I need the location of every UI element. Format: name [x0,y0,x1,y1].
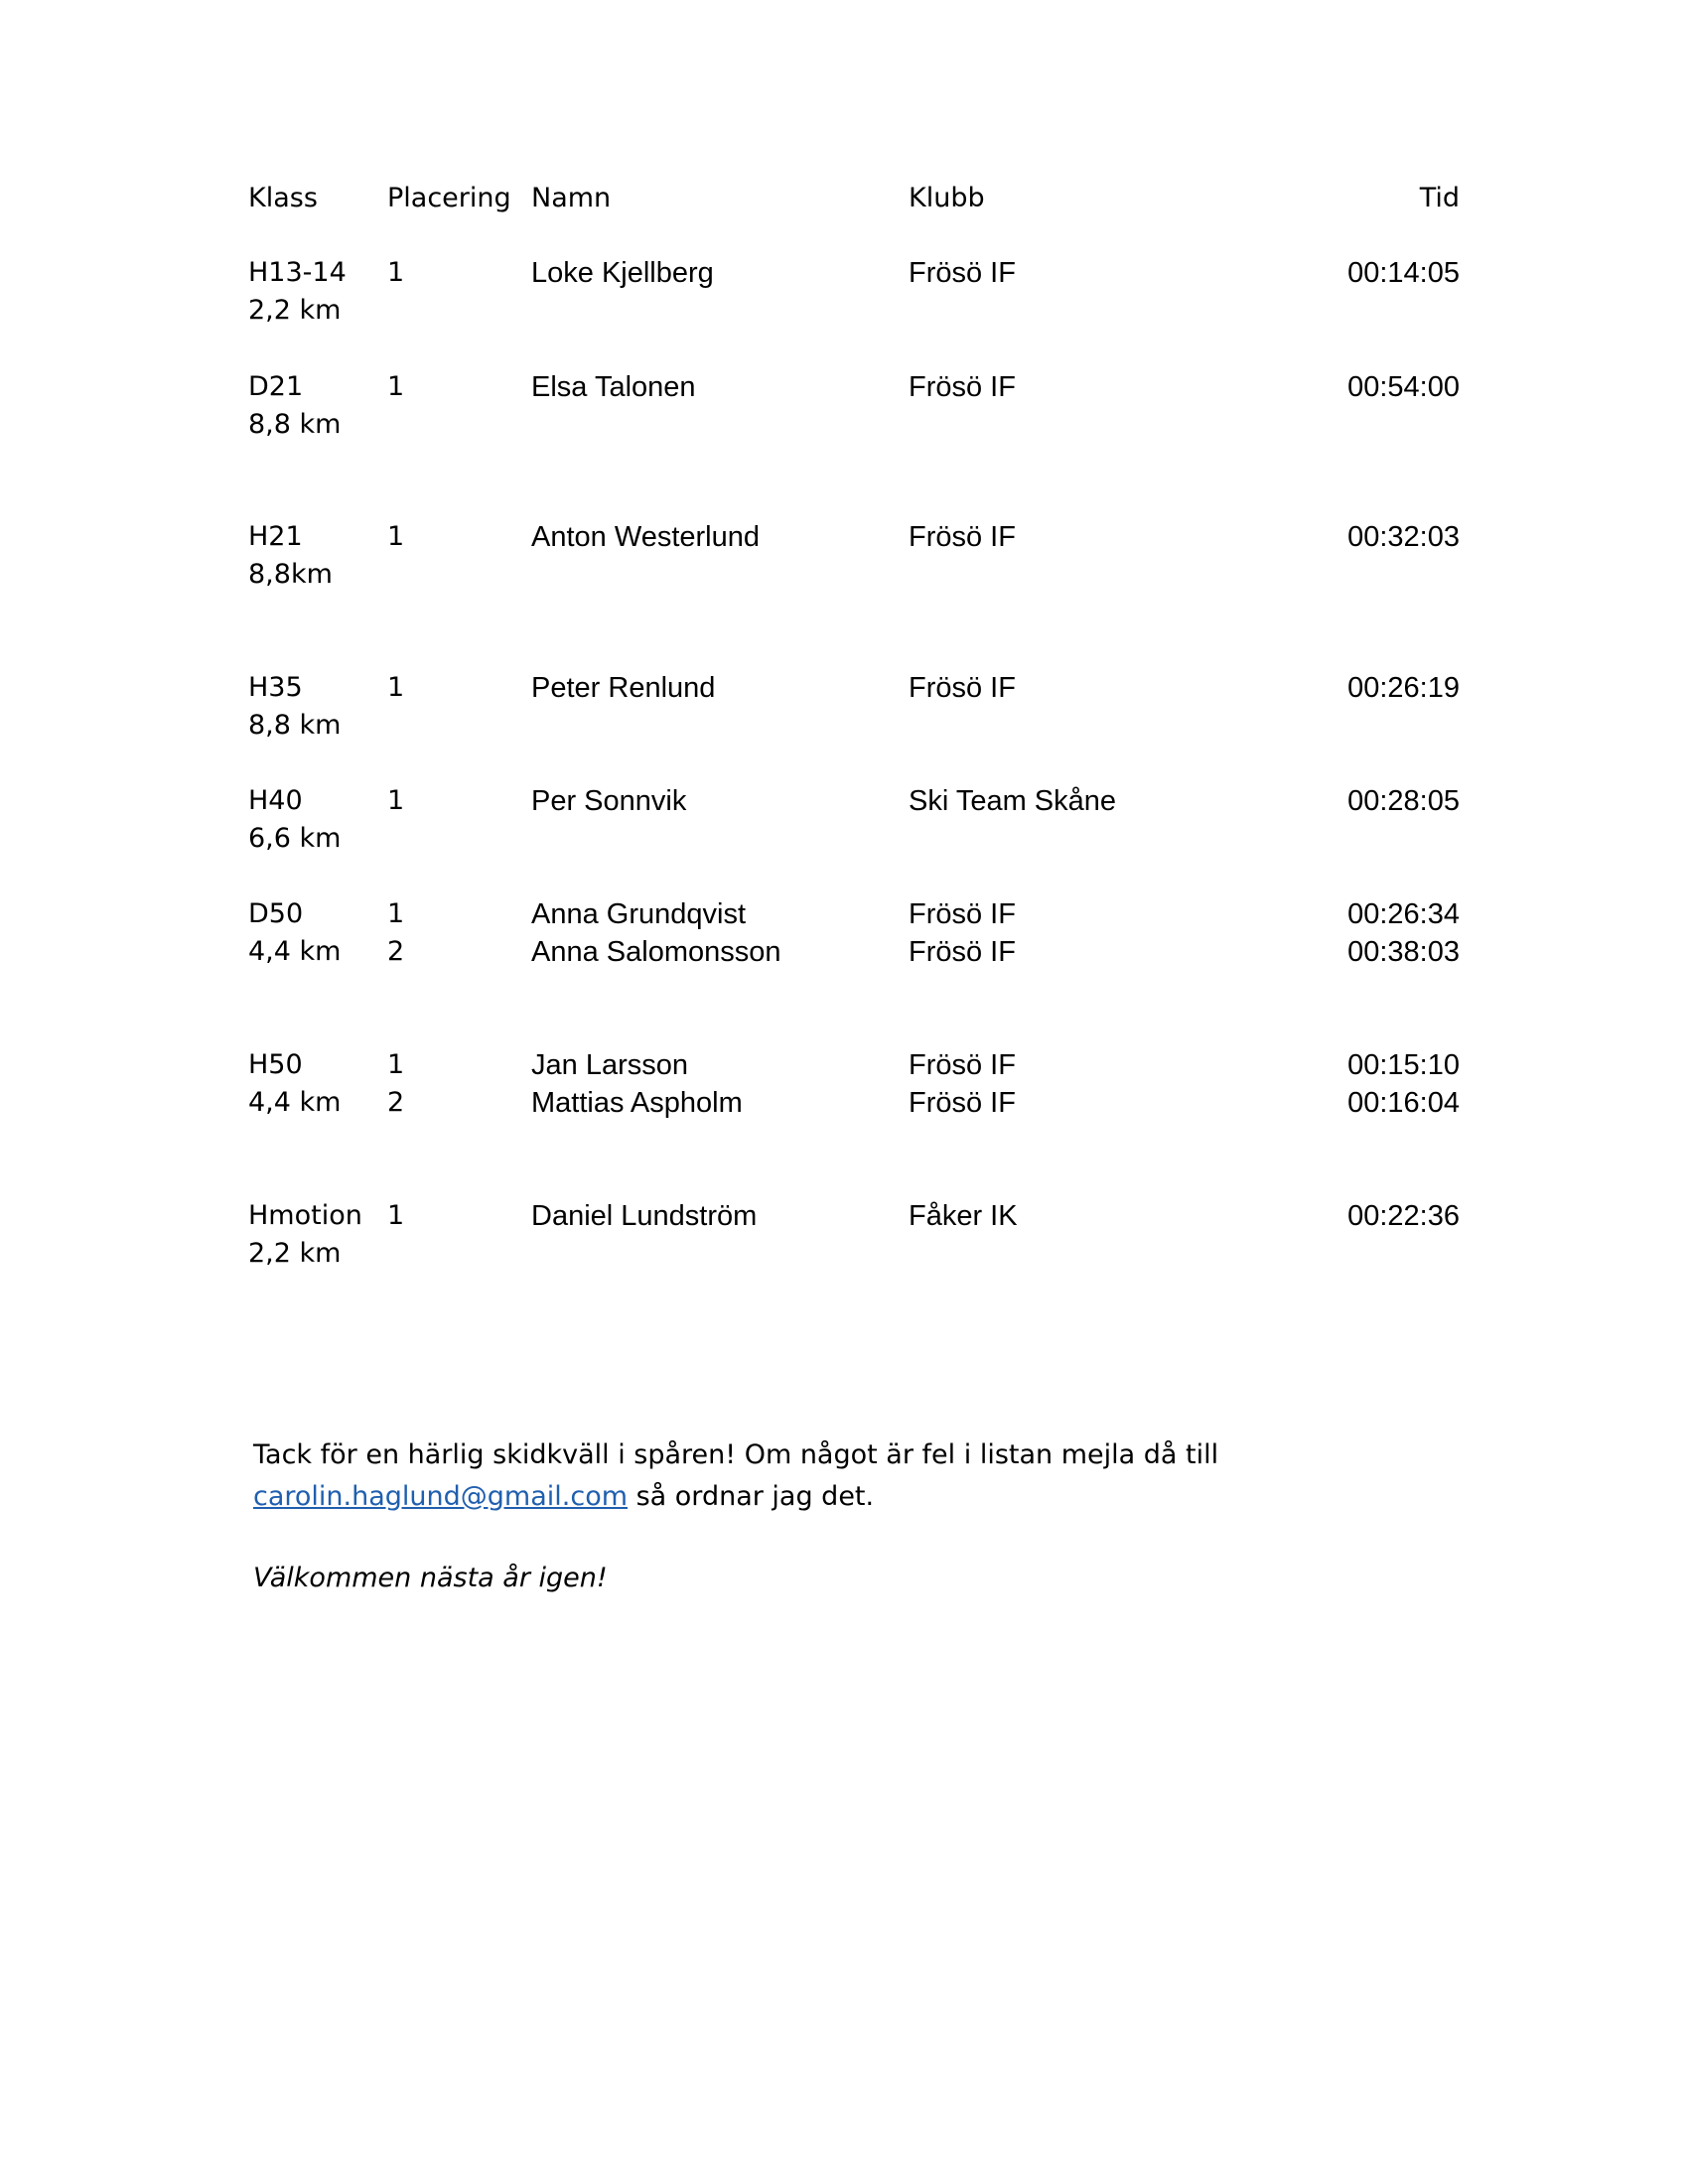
class-distance: 4,4 km [248,1087,342,1118]
klubb-cell: Frösö IF [909,371,1016,403]
klubb-cell: Frösö IF [909,672,1016,704]
footer-note [253,1434,1345,1599]
placering-cell: 1 [387,898,405,929]
email-link[interactable]: carolin.haglund@gmail.com [253,1481,629,1512]
namn-cell: Elsa Talonen [531,371,696,403]
klubb-cell: Frösö IF [909,936,1016,968]
class-name: H13-14 [248,257,347,288]
tid-cell: 00:26:34 [1347,898,1460,930]
namn-cell: Mattias Aspholm [531,1087,743,1119]
tid-cell: 00:32:03 [1347,521,1460,553]
tid-cell: 00:26:19 [1347,672,1460,704]
result-group-hmotion [248,1197,1460,1269]
class-distance: 8,8 km [248,409,342,440]
table-row [248,933,1460,971]
header-namn: Namn [531,183,612,213]
header-klubb: Klubb [909,183,985,213]
klubb-cell: Frösö IF [909,1087,1016,1119]
class-distance: 8,8 km [248,710,342,741]
header-tid: Tid [1419,183,1460,213]
table-row [248,368,1460,406]
klubb-cell: Frösö IF [909,521,1016,553]
tid-cell: 00:16:04 [1347,1087,1460,1119]
class-distance: 2,2 km [248,295,342,326]
class-name: D50 [248,898,304,929]
table-header [248,179,1460,218]
klubb-cell: Frösö IF [909,898,1016,930]
class-name: Hmotion [248,1200,362,1231]
tid-cell: 00:38:03 [1347,936,1460,968]
placering-cell: 1 [387,672,405,703]
class-distance: 2,2 km [248,1238,342,1269]
placering-cell: 1 [387,785,405,816]
table-row [248,782,1460,820]
result-group-d21 [248,368,1460,518]
class-name: H21 [248,521,303,552]
placering-cell: 1 [387,371,405,402]
table-row [248,1046,1460,1084]
tid-cell: 00:54:00 [1347,371,1460,403]
class-distance: 8,8km [248,559,333,590]
tid-cell: 00:15:10 [1347,1049,1460,1081]
placering-cell: 1 [387,1200,405,1231]
header-placering: Placering [387,183,511,213]
header-klass: Klass [248,183,318,213]
class-distance: 6,6 km [248,823,342,854]
placering-cell: 1 [387,1049,405,1080]
thanks-line: Tack för en härlig skidkväll i spåren! Om något är fel i listan mejla då till [253,1439,1219,1470]
namn-cell: Loke Kjellberg [531,257,714,289]
klubb-cell: Fåker IK [909,1200,1018,1232]
klubb-cell: Frösö IF [909,1049,1016,1081]
namn-cell: Jan Larsson [531,1049,688,1081]
result-group-h21 [248,518,1460,669]
table-row [248,895,1460,933]
klubb-cell: Frösö IF [909,257,1016,289]
contact-line-rest: så ordnar jag det. [628,1481,875,1512]
welcome-text: Välkommen nästa år igen! [253,1563,608,1593]
class-distance: 4,4 km [248,936,342,967]
placering-cell: 1 [387,257,405,288]
placering-cell: 2 [387,1087,405,1118]
table-row [248,669,1460,707]
class-name: H40 [248,785,303,816]
class-name: H35 [248,672,303,703]
namn-cell: Anna Salomonsson [531,936,781,968]
namn-cell: Anton Westerlund [531,521,760,553]
result-group-h40 [248,782,1460,895]
placering-cell: 1 [387,521,405,552]
result-group-h35 [248,669,1460,782]
table-row [248,1084,1460,1122]
results-table [248,179,1460,1269]
class-name: D21 [248,371,304,402]
table-row [248,1197,1460,1235]
result-group-d50 [248,895,1460,1046]
tid-cell: 00:14:05 [1347,257,1460,289]
tid-cell: 00:28:05 [1347,785,1460,817]
table-row [248,254,1460,292]
klubb-cell: Ski Team Skåne [909,785,1117,817]
class-name: H50 [248,1049,303,1080]
result-group-h50 [248,1046,1460,1197]
namn-cell: Peter Renlund [531,672,716,704]
namn-cell: Anna Grundqvist [531,898,747,930]
table-row [248,518,1460,556]
placering-cell: 2 [387,936,405,967]
namn-cell: Per Sonnvik [531,785,687,817]
contact-line [253,1476,1345,1518]
tid-cell: 00:22:36 [1347,1200,1460,1232]
namn-cell: Daniel Lundström [531,1200,758,1232]
result-group-h13-14 [248,254,1460,368]
